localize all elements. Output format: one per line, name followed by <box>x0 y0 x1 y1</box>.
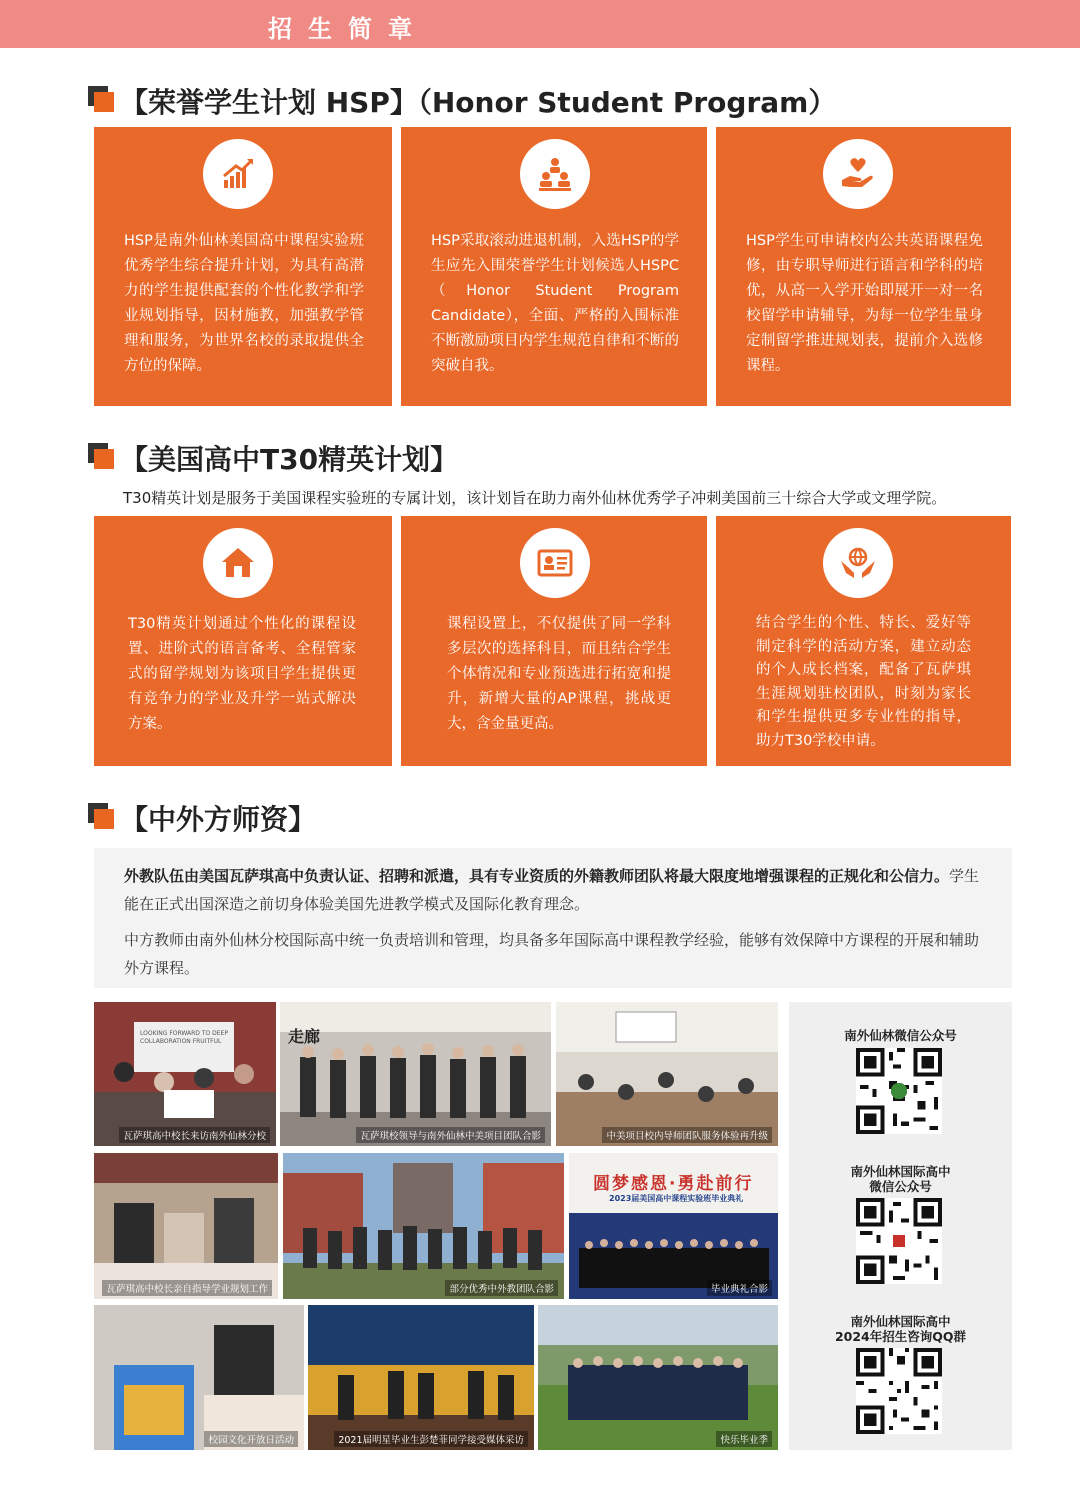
t30-heading-text: 【美国高中T30精英计划】 <box>120 443 459 476</box>
photo-principal-visit <box>94 1002 276 1146</box>
t30-card-3 <box>716 516 1011 766</box>
hsp-heading-text: 【荣誉学生计划 HSP】（Honor Student Program） <box>120 86 837 119</box>
photo-media-interview <box>308 1305 534 1450</box>
graduation-banner-subtitle: 2023届美国高中课程实验班毕业典礼 <box>609 1194 744 1203</box>
photo-caption: 部分优秀中外教团队合影 <box>445 1280 558 1296</box>
qr-label-qq-group: 南外仙林国际高中 2024年招生咨询QQ群 <box>834 1314 967 1344</box>
t30-card-2-text: 课程设置上，不仅提供了同一学科多层次的选择科目，而且结合学生个体情况和专业预选进行拓宽和提升，新增大量的AP课程，挑战更大，含金量更高。 <box>447 616 671 732</box>
t30-section-heading <box>88 443 508 483</box>
qr-code-intl-wechat[interactable] <box>856 1198 942 1284</box>
faculty-section-heading <box>88 803 388 843</box>
hsp-card-3 <box>716 127 1011 406</box>
t30-card-1 <box>94 516 392 766</box>
qr-code-panel <box>789 1002 1012 1450</box>
qr-code-qq-group[interactable] <box>856 1348 942 1434</box>
faculty-heading-text: 【中外方师资】 <box>120 803 317 836</box>
photo-caption: 瓦萨琪高中校长亲自指导学业规划工作 <box>102 1280 272 1296</box>
hsp-card-2-text: HSP采取滚动进退机制，入选HSP的学生应先入围荣誉学生计划候选人HSPC（Honor Student Program Candidate），全面、严格的入围标准不断激励项目内学生规范自律和不断的突破自我。 <box>431 233 679 374</box>
faculty-paragraph-2: 中方教师由南外仙林分校国际高中统一负责培训和管理，均具备多年国际高中课程教学经验，能够有效保障中方课程的开展和辅助外方课程。 <box>124 931 980 977</box>
photo-2-sign-text: 走廊 <box>288 1027 321 1046</box>
team-pyramid-icon <box>520 139 590 209</box>
hsp-card-1 <box>94 127 392 406</box>
growth-chart-icon <box>203 139 273 209</box>
photo-academic-guidance <box>94 1153 278 1299</box>
hsp-card-3-text: HSP学生可申请校内公共英语课程免修，由专职导师进行语言和学科的培优，从高一入学开始即展开一对一名校留学申请辅导，为每一位学生量身定制留学推进规划表，提前介入选修课程。 <box>746 233 983 374</box>
faculty-paragraph-1-rest: 学生能在正式出国深造之前切身体验美国先进教学模式及国际化教育理念。 <box>124 867 980 913</box>
photo-caption: 快乐毕业季 <box>716 1431 772 1447</box>
qr-label-wechat: 南外仙林微信公众号 <box>844 1028 957 1043</box>
faculty-paragraph-1 <box>124 862 984 918</box>
photo-caption: 校园文化开放日活动 <box>204 1431 298 1447</box>
t30-card-1-text: T30精英计划通过个性化的课程设置、进阶式的语言备考、全程管家式的留学规划为该项目学生提供更有竞争力的学业及升学一站式解决方案。 <box>128 616 356 732</box>
top-banner <box>0 0 1080 48</box>
faculty-paragraph-1-bold: 外教队伍由美国瓦萨琪高中负责认证、招聘和派遣，具有专业资质的外籍教师团队将最大限度地增强课程的正规化和公信力。 <box>124 867 950 885</box>
photo-mentor-team <box>556 1002 778 1146</box>
t30-card-2 <box>401 516 707 766</box>
hsp-section-heading <box>88 86 837 126</box>
t30-card-3-text: 结合学生的个性、特长、爱好等制定科学的活动方案，建立动态的个人成长档案，配备了瓦萨琪生涯规划驻校团队，时刻为家长和学生提供更多专业性的指导，助力T30学校申请。 <box>756 615 971 749</box>
house-icon <box>203 528 273 598</box>
globe-hands-icon <box>823 528 893 598</box>
photo-caption: 毕业典礼合影 <box>707 1280 772 1296</box>
hsp-card-1-text: HSP是南外仙林美国高中课程实验班优秀学生综合提升计划，为具有高潜力的学生提供配套的个性化教学和学业规划指导，因材施教，加强教学管理和服务，为世界名校的录取提供全方位的保障。 <box>124 233 364 374</box>
heading-marker-accent <box>94 449 114 469</box>
photo-caption: 中美项目校内导师团队服务体验再升级 <box>602 1127 772 1143</box>
t30-description: T30精英计划是服务于美国课程实验班的专属计划，该计划旨在助力南外仙林优秀学子冲刺美国前三十综合大学或文理学院。 <box>123 489 947 507</box>
photo-graduation-season <box>538 1305 778 1450</box>
qr-label-intl-wechat: 南外仙林国际高中 微信公众号 <box>850 1164 951 1194</box>
heading-marker-accent <box>94 92 114 112</box>
photo-graduation-ceremony <box>569 1153 778 1299</box>
faculty-description-panel <box>94 848 1012 988</box>
photo-faculty-team <box>283 1153 564 1299</box>
photo-caption: 瓦萨琪高中校长来访南外仙林分校 <box>119 1127 270 1143</box>
graduation-banner-title: 圆梦感恩·勇赴前行 <box>593 1174 754 1194</box>
brochure-title: 招生简章 <box>268 15 428 43</box>
photo-1-sign-text: LOOKING FORWARD TO DEEP COLLABORATION FRUITFUL <box>140 1030 228 1045</box>
heading-marker-accent <box>94 809 114 829</box>
photo-team-with-leaders <box>280 1002 551 1146</box>
certificate-card-icon <box>520 528 590 598</box>
photo-caption: 2021届明星毕业生彭楚菲同学接受媒体采访 <box>334 1431 528 1447</box>
hand-heart-icon <box>823 139 893 209</box>
photo-caption: 瓦萨琪校领导与南外仙林中美项目团队合影 <box>356 1127 545 1143</box>
photo-open-day <box>94 1305 304 1450</box>
hsp-card-2 <box>401 127 707 406</box>
qr-code-wechat[interactable] <box>856 1048 942 1134</box>
